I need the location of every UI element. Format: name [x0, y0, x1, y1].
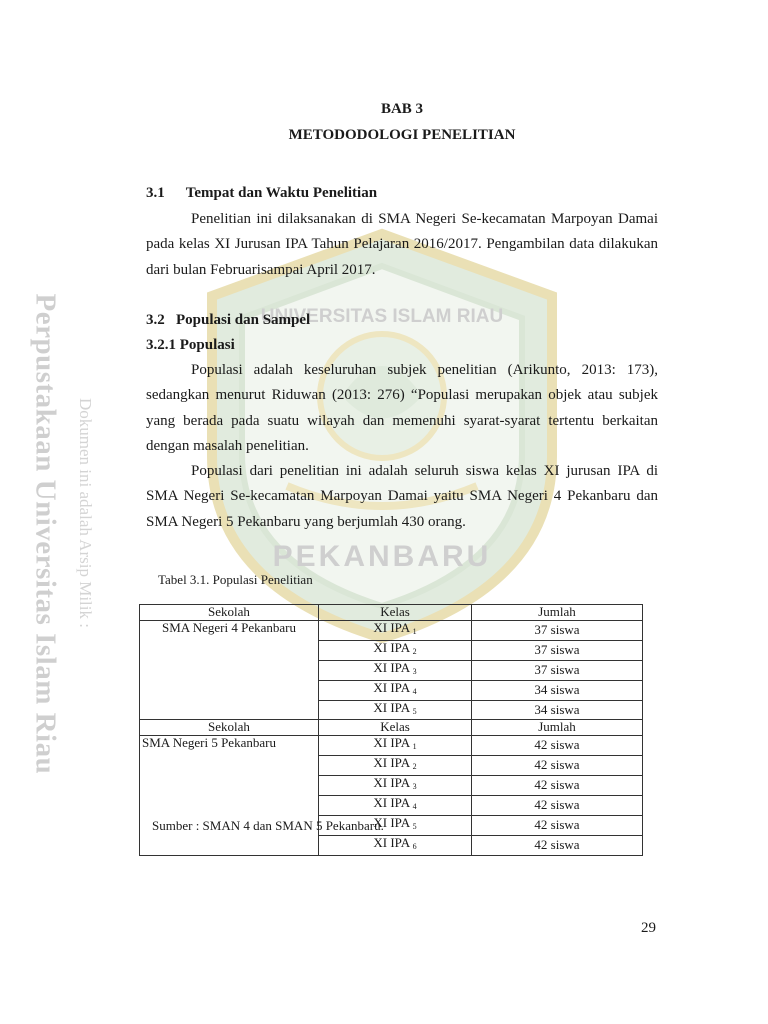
count-cell: 42 siswa — [472, 756, 643, 776]
section-3-2-heading: 3.2 Populasi dan Sampel — [146, 312, 311, 328]
class-cell: XI IPA $_5$ — [319, 815, 472, 835]
class-cell: XI IPA $_6$ — [319, 835, 472, 855]
count-cell: 42 siswa — [472, 815, 643, 835]
library-watermark-text: Perpustakaan Universitas Islam Riau — [29, 293, 62, 775]
header-total: Jumlah — [472, 605, 643, 621]
table-header-row — [140, 605, 643, 621]
table-row — [140, 736, 643, 756]
class-cell: XI IPA $_1$ — [319, 620, 472, 640]
count-cell: 42 siswa — [472, 736, 643, 756]
class-cell: XI IPA $_1$ — [319, 736, 472, 756]
count-cell: 34 siswa — [472, 700, 643, 720]
count-cell: 37 siswa — [472, 620, 643, 640]
section-3-1-title: Tempat dan Waktu Penelitian — [185, 185, 378, 201]
header-class: Kelas — [319, 605, 472, 621]
count-cell: 42 siswa — [472, 796, 643, 816]
class-cell: XI IPA $_2$ — [319, 640, 472, 660]
header-school: Sekolah — [140, 720, 319, 736]
section-3-1-paragraph: Penelitian ini dilaksanakan di SMA Negeri Se-kecamatan Marpoyan Damai pada kelas XI Jurusan IPA Tahun Pelajaran 2016/2017. Pengambilan data dilakukan dari bulan Februarisampai April 2017. — [146, 211, 658, 278]
class-cell: XI IPA $_2$ — [319, 756, 472, 776]
count-cell: 42 siswa — [472, 835, 643, 855]
count-cell: 37 siswa — [472, 640, 643, 660]
class-cell: XI IPA $_5$ — [319, 700, 472, 720]
header-total: Jumlah — [472, 720, 643, 736]
table-row — [140, 620, 643, 640]
seal-bottom-text: PEKANBARU — [272, 540, 492, 573]
table-caption: Tabel 3.1. Populasi Penelitian — [158, 572, 313, 587]
class-cell: XI IPA $_4$ — [319, 680, 472, 700]
class-cell: XI IPA $_4$ — [319, 796, 472, 816]
populasi-paragraph-2: Populasi dari penelitian ini adalah seluruh siswa kelas XI jurusan IPA di SMA Negeri Se-kecamatan Marpoyan Damai yaitu SMA Negeri 4 Pekanbaru dan SMA Negeri 5 Pekanbaru yang berjumlah 430 orang. — [146, 463, 658, 530]
chapter-number: BAB 3 — [380, 101, 424, 117]
section-3-1-heading — [146, 185, 377, 202]
section-3-1-number: 3.1 — [146, 185, 165, 201]
school-name-cell: SMA Negeri 4 Pekanbaru — [140, 620, 319, 720]
seal-top-text: UNIVERSITAS ISLAM RIAU — [260, 306, 504, 327]
table-source: Sumber : SMAN 4 dan SMAN 5 Pekanbaru. — [152, 818, 384, 833]
school-name-cell: SMA Negeri 5 Pekanbaru — [140, 736, 319, 855]
archive-watermark-text: Dokumen ini adalah Arsip Milik : — [76, 398, 95, 628]
count-cell: 34 siswa — [472, 680, 643, 700]
header-class: Kelas — [319, 720, 472, 736]
class-cell: XI IPA $_3$ — [319, 660, 472, 680]
count-cell: 37 siswa — [472, 660, 643, 680]
section-3-2-1-heading: 3.2.1 Populasi — [146, 337, 235, 353]
header-school: Sekolah — [140, 605, 319, 621]
table-header-row — [140, 720, 643, 736]
chapter-title: METODODOLOGI PENELITIAN — [288, 127, 516, 143]
page-number: 29 — [641, 920, 656, 936]
count-cell: 42 siswa — [472, 776, 643, 796]
populasi-paragraph-1: Populasi adalah keseluruhan subjek penelitian (Arikunto, 2013: 173), sedangkan menurut Riduwan (2013: 276) “Populasi merupakan objek atau subjek yang berada pada suatu wilayah dan memenuhi syarat-syarat tertentu berkaitan dengan masalah penelitian. — [146, 362, 658, 454]
class-cell: XI IPA $_3$ — [319, 776, 472, 796]
